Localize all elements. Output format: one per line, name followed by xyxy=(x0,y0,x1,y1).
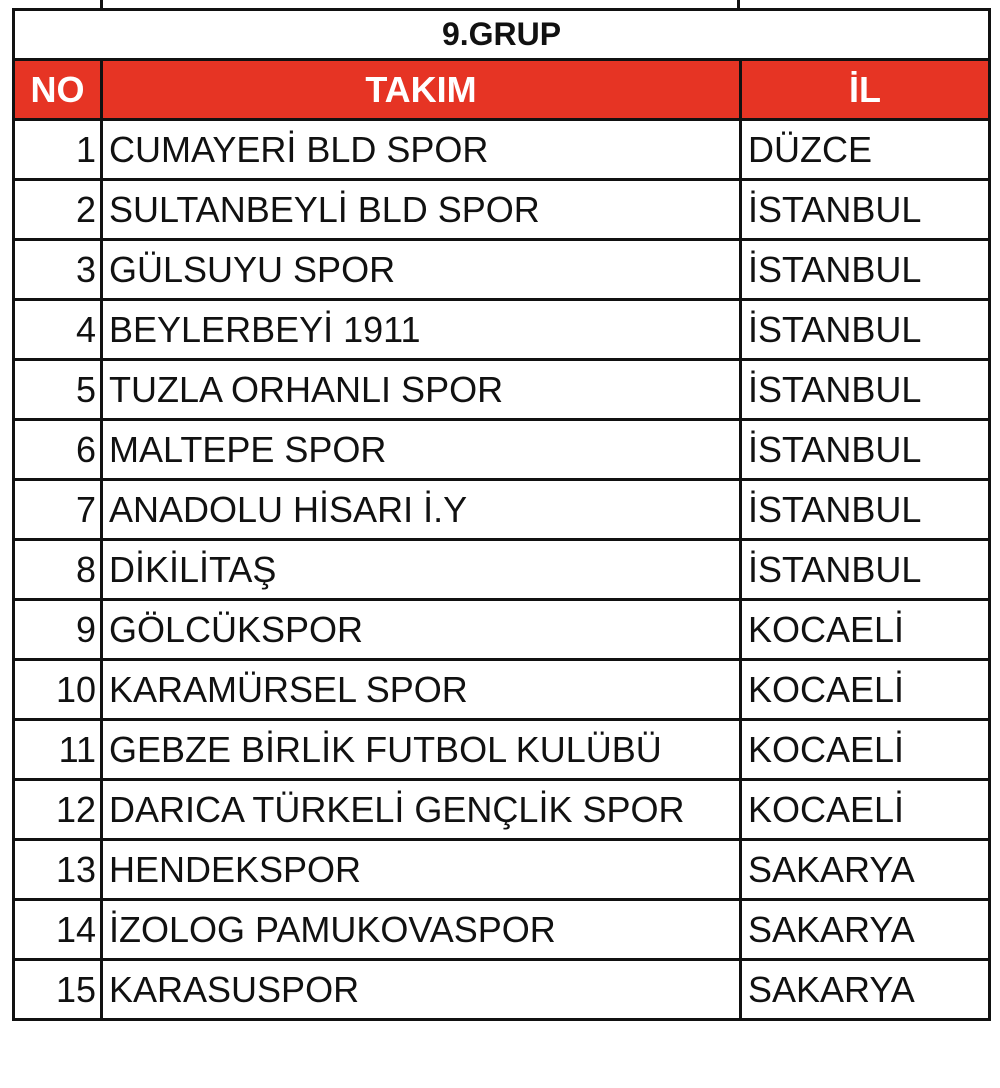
group-title: 9.GRUP xyxy=(14,10,990,60)
team-name: GÖLCÜKSPOR xyxy=(102,600,741,660)
row-number: 3 xyxy=(14,240,102,300)
city-name: İSTANBUL xyxy=(741,180,990,240)
table-row xyxy=(14,540,990,600)
row-number: 11 xyxy=(14,720,102,780)
header-team: TAKIM xyxy=(102,60,741,120)
table-row xyxy=(14,240,990,300)
table-row xyxy=(14,420,990,480)
row-number: 15 xyxy=(14,960,102,1020)
team-name: DİKİLİTAŞ xyxy=(102,540,741,600)
city-name: KOCAELİ xyxy=(741,660,990,720)
row-number: 2 xyxy=(14,180,102,240)
group-title-row xyxy=(14,10,990,60)
table-row xyxy=(14,660,990,720)
city-name: SAKARYA xyxy=(741,960,990,1020)
city-name: KOCAELİ xyxy=(741,600,990,660)
city-name: İSTANBUL xyxy=(741,300,990,360)
row-number: 5 xyxy=(14,360,102,420)
team-name: TUZLA ORHANLI SPOR xyxy=(102,360,741,420)
city-name: İSTANBUL xyxy=(741,480,990,540)
row-number: 7 xyxy=(14,480,102,540)
city-name: KOCAELİ xyxy=(741,720,990,780)
row-number: 9 xyxy=(14,600,102,660)
city-name: KOCAELİ xyxy=(741,780,990,840)
team-name: ANADOLU HİSARI İ.Y xyxy=(102,480,741,540)
team-name: SULTANBEYLİ BLD SPOR xyxy=(102,180,741,240)
table-row xyxy=(14,840,990,900)
row-number: 8 xyxy=(14,540,102,600)
city-name: İSTANBUL xyxy=(741,420,990,480)
group-table xyxy=(12,8,991,1021)
team-name: KARASUSPOR xyxy=(102,960,741,1020)
table-row xyxy=(14,600,990,660)
table-row xyxy=(14,360,990,420)
row-number: 14 xyxy=(14,900,102,960)
city-name: İSTANBUL xyxy=(741,360,990,420)
team-name: İZOLOG PAMUKOVASPOR xyxy=(102,900,741,960)
header-row xyxy=(14,60,990,120)
header-no: NO xyxy=(14,60,102,120)
team-name: KARAMÜRSEL SPOR xyxy=(102,660,741,720)
row-number: 6 xyxy=(14,420,102,480)
team-name: BEYLERBEYİ 1911 xyxy=(102,300,741,360)
table-row xyxy=(14,960,990,1020)
team-name: DARICA TÜRKELİ GENÇLİK SPOR xyxy=(102,780,741,840)
table-row xyxy=(14,900,990,960)
team-name: CUMAYERİ BLD SPOR xyxy=(102,120,741,180)
table-row xyxy=(14,180,990,240)
city-name: SAKARYA xyxy=(741,840,990,900)
row-number: 4 xyxy=(14,300,102,360)
table-row xyxy=(14,780,990,840)
row-number: 13 xyxy=(14,840,102,900)
table-row xyxy=(14,720,990,780)
table-row xyxy=(14,300,990,360)
city-name: DÜZCE xyxy=(741,120,990,180)
header-city: İL xyxy=(741,60,990,120)
table-row xyxy=(14,480,990,540)
table-row xyxy=(14,120,990,180)
city-name: İSTANBUL xyxy=(741,540,990,600)
team-name: GÜLSUYU SPOR xyxy=(102,240,741,300)
city-name: İSTANBUL xyxy=(741,240,990,300)
row-number: 1 xyxy=(14,120,102,180)
city-name: SAKARYA xyxy=(741,900,990,960)
row-number: 10 xyxy=(14,660,102,720)
team-name: MALTEPE SPOR xyxy=(102,420,741,480)
team-name: GEBZE BİRLİK FUTBOL KULÜBÜ xyxy=(102,720,741,780)
row-number: 12 xyxy=(14,780,102,840)
team-name: HENDEKSPOR xyxy=(102,840,741,900)
